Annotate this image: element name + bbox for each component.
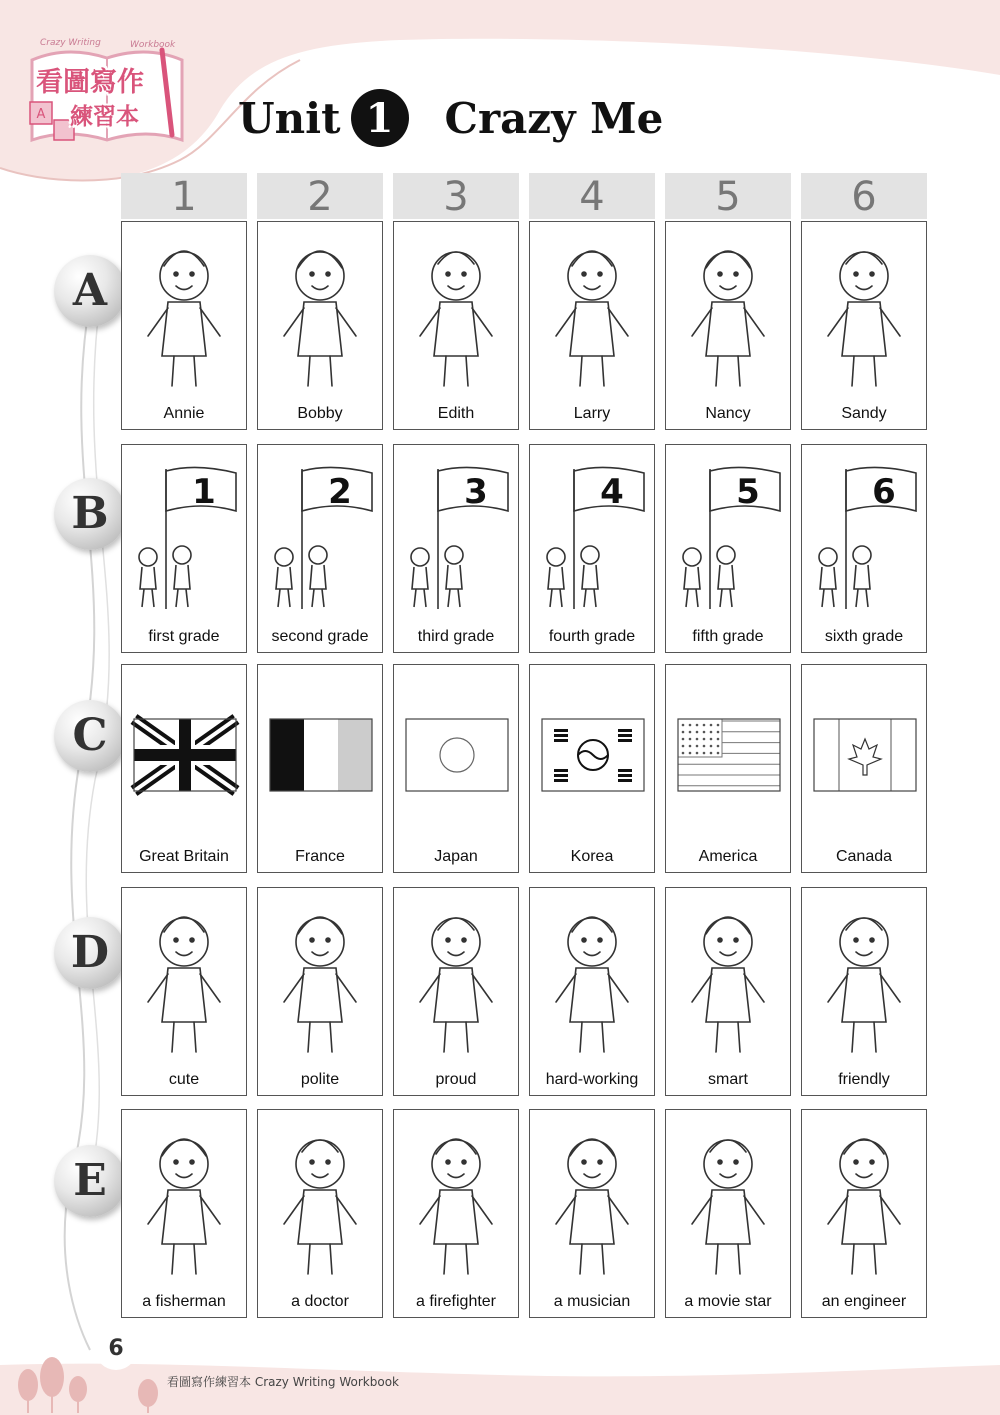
grade-flag-number: 3 [464, 472, 488, 512]
vocab-card-c6 [801, 664, 927, 873]
child-illustration [670, 226, 786, 396]
child-illustration [806, 1114, 922, 1284]
row-label-b: B [54, 478, 126, 550]
child-illustration [398, 892, 514, 1062]
vocab-card-e2 [257, 1109, 383, 1318]
vocab-card-a1 [121, 221, 247, 430]
vocab-card-a6 [801, 221, 927, 430]
vocab-card-label: hard-working [545, 1071, 639, 1088]
flag-france-icon [262, 669, 378, 839]
vocab-card-label: proud [435, 1071, 477, 1088]
grade-flag-illustration [398, 449, 514, 619]
grade-flag-illustration [534, 449, 650, 619]
grade-flag-illustration [262, 449, 378, 619]
vocab-card-label: a doctor [291, 1293, 349, 1310]
column-header-1: 1 [121, 173, 247, 219]
page-number: 6 [95, 1328, 137, 1370]
vocab-card-e4 [529, 1109, 655, 1318]
vocab-card-label: third grade [417, 628, 495, 645]
vocab-card-label: first grade [148, 628, 220, 645]
vocab-card-d1 [121, 887, 247, 1096]
vocab-card-b4 [529, 444, 655, 653]
column-header-5: 5 [665, 173, 791, 219]
vocab-card-c2 [257, 664, 383, 873]
child-illustration [262, 1114, 378, 1284]
flag-korea-icon [534, 669, 650, 839]
vocab-card-label: Sandy [841, 405, 887, 422]
vocab-card-b1 [121, 444, 247, 653]
vocab-card-a4 [529, 221, 655, 430]
vocab-card-label: smart [708, 1071, 748, 1088]
vocab-card-label: Annie [163, 405, 205, 422]
vocab-card-label: Korea [570, 848, 614, 865]
flag-japan-icon [398, 669, 514, 839]
vocab-card-label: Canada [835, 848, 893, 865]
vocab-card-e5 [665, 1109, 791, 1318]
vocab-card-label: a fisherman [142, 1293, 226, 1310]
child-illustration [534, 226, 650, 396]
vocab-card-e3 [393, 1109, 519, 1318]
vocab-card-label: Great Britain [139, 848, 229, 865]
child-illustration [262, 226, 378, 396]
unit-subtitle: Crazy Me [444, 93, 664, 143]
footer-band-decoration [0, 1325, 1000, 1415]
vocab-card-label: Larry [573, 405, 611, 422]
vocab-card-label: Japan [434, 848, 478, 865]
column-header-4: 4 [529, 173, 655, 219]
vocab-card-label: an engineer [821, 1293, 907, 1310]
vocab-card-label: fifth grade [692, 628, 764, 645]
vocab-card-label: Edith [437, 405, 475, 422]
vocab-card-b2 [257, 444, 383, 653]
grade-flag-illustration [126, 449, 242, 619]
vocab-card-label: a movie star [684, 1293, 772, 1310]
child-illustration [534, 1114, 650, 1284]
vocab-card-label: friendly [838, 1071, 890, 1088]
vocab-card-d4 [529, 887, 655, 1096]
vocab-card-c4 [529, 664, 655, 873]
vocab-card-label: second grade [271, 628, 369, 645]
child-illustration [126, 1114, 242, 1284]
vocab-card-d6 [801, 887, 927, 1096]
row-label-a: A [54, 255, 126, 327]
flag-usa-icon [670, 669, 786, 839]
badge-title-line2: 練習本 [70, 104, 139, 130]
vocab-card-label: a musician [553, 1293, 631, 1310]
vocab-card-e1 [121, 1109, 247, 1318]
child-illustration [398, 1114, 514, 1284]
child-illustration [126, 892, 242, 1062]
vocab-card-label: fourth grade [548, 628, 636, 645]
vocab-card-label: sixth grade [824, 628, 904, 645]
badge-arc-right: Workbook [130, 40, 176, 50]
vocab-card-c5 [665, 664, 791, 873]
vocab-card-label: Nancy [705, 405, 751, 422]
vocab-card-d2 [257, 887, 383, 1096]
workbook-logo [22, 40, 192, 160]
badge-arc-left: Crazy Writing [40, 38, 101, 48]
row-label-e: E [54, 1145, 126, 1217]
grade-flag-number: 1 [192, 472, 216, 512]
vocab-card-b3 [393, 444, 519, 653]
vocab-card-label: cute [168, 1071, 200, 1088]
row-label-c: C [54, 700, 126, 772]
grade-flag-illustration [670, 449, 786, 619]
column-header-6: 6 [801, 173, 927, 219]
vocab-card-label: polite [300, 1071, 340, 1088]
child-illustration [670, 1114, 786, 1284]
flag-canada-icon [806, 669, 922, 839]
child-illustration [806, 226, 922, 396]
child-illustration [534, 892, 650, 1062]
vocab-card-b5 [665, 444, 791, 653]
unit-word: Unit [238, 93, 341, 143]
vocab-card-b6 [801, 444, 927, 653]
vocab-card-label: a firefighter [415, 1293, 497, 1310]
vocab-card-a3 [393, 221, 519, 430]
flag-uk-icon [126, 669, 242, 839]
vocab-card-label: America [698, 848, 758, 865]
vocab-card-e6 [801, 1109, 927, 1318]
badge-title-line1: 看圖寫作 [36, 67, 144, 98]
grade-flag-number: 4 [600, 472, 624, 512]
grade-flag-number: 2 [328, 472, 352, 512]
vocab-card-c3 [393, 664, 519, 873]
vocab-card-label: France [295, 848, 345, 865]
unit-number-badge: 1 [351, 89, 409, 147]
child-illustration [806, 892, 922, 1062]
row-label-d: D [54, 917, 126, 989]
column-header-2: 2 [257, 173, 383, 219]
column-header-3: 3 [393, 173, 519, 219]
vocab-card-c1 [121, 664, 247, 873]
footer-text: 看圖寫作練習本 Crazy Writing Workbook [167, 1375, 400, 1389]
vocab-card-d3 [393, 887, 519, 1096]
grade-flag-number: 6 [872, 472, 896, 512]
grade-flag-number: 5 [736, 472, 760, 512]
vocab-card-label: Bobby [297, 405, 343, 422]
child-illustration [670, 892, 786, 1062]
vocab-card-a2 [257, 221, 383, 430]
child-illustration [262, 892, 378, 1062]
vocab-card-a5 [665, 221, 791, 430]
grade-flag-illustration [806, 449, 922, 619]
child-illustration [126, 226, 242, 396]
vocab-card-d5 [665, 887, 791, 1096]
page-title [238, 88, 663, 148]
svg-text:A: A [36, 107, 46, 122]
child-illustration [398, 226, 514, 396]
